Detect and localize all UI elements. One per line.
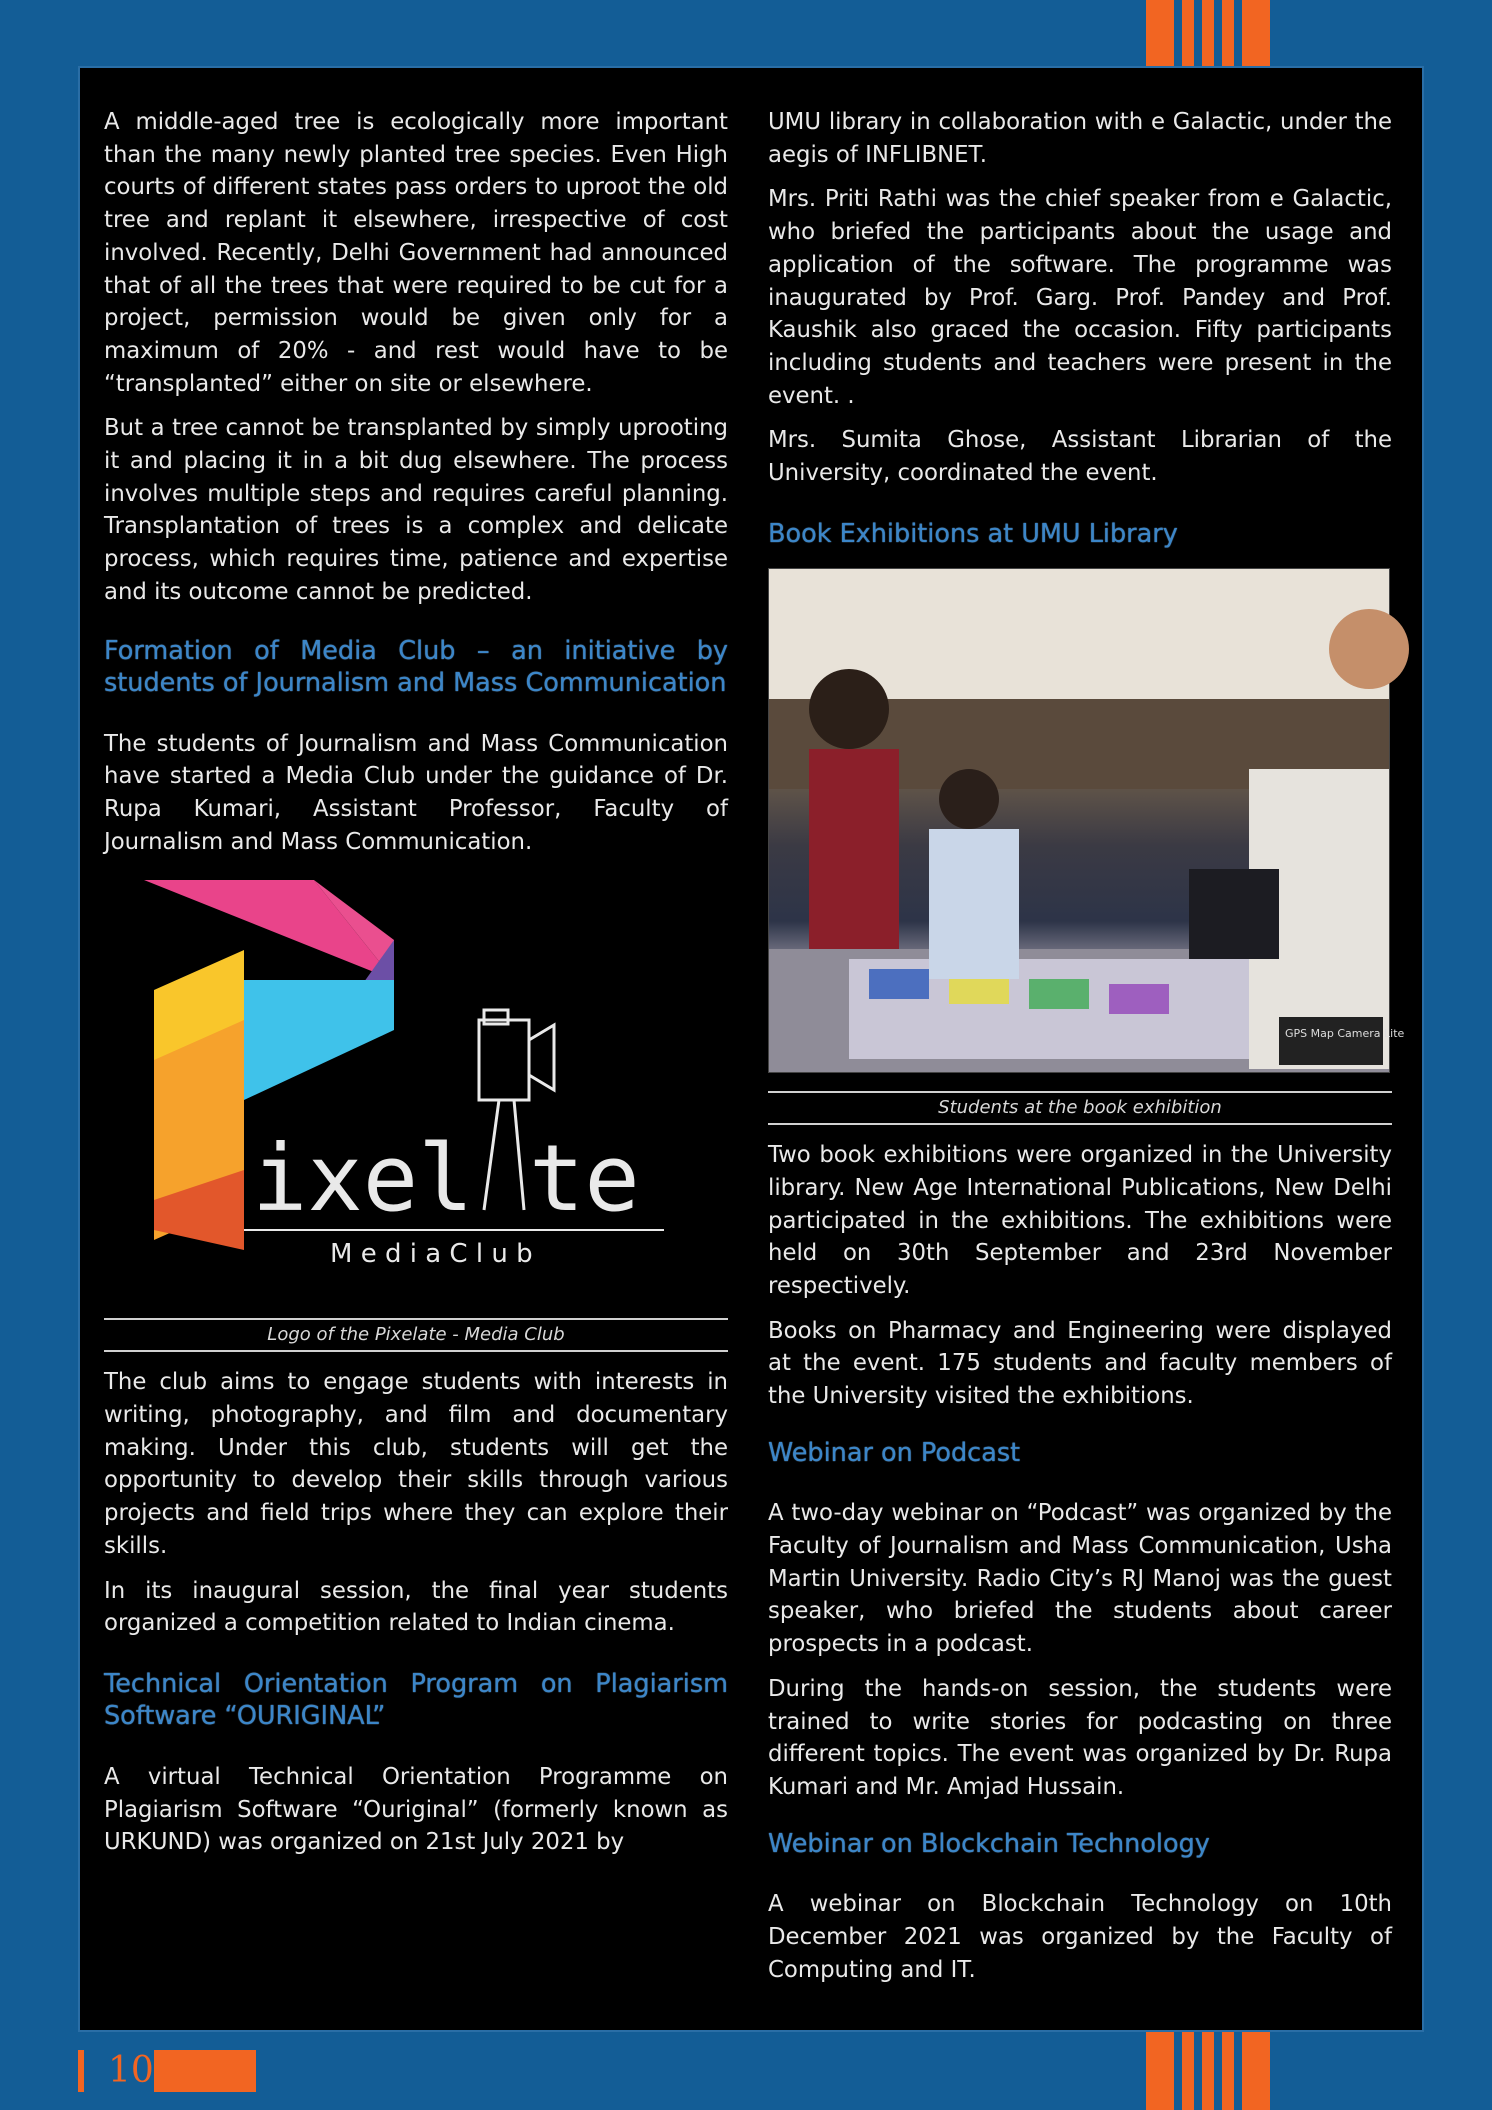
book-exhibition-photo-art (769, 569, 1405, 1072)
tech-orientation-heading: Technical Orientation Program on Plagiarism Software “OURIGINAL” (104, 1668, 728, 1732)
book-exhibition-paragraph-2: Books on Pharmacy and Engineering were displayed at the event. 175 students and faculty members of the University visited the exhibitions. (768, 1317, 1392, 1410)
top-stripe-4 (1222, 0, 1234, 66)
logo-subtitle: M e d i a C l u b (330, 1239, 533, 1270)
right-column (768, 106, 1405, 1998)
top-stripe-5 (1242, 0, 1270, 66)
page-number-bar (78, 2050, 84, 2092)
media-club-heading: Formation of Media Club – an initiative by students of Journalism and Mass Communication (104, 635, 728, 699)
top-stripe-1 (1146, 0, 1174, 66)
left-column (104, 106, 728, 1871)
priti-rathi-paragraph: Mrs. Priti Rathi was the chief speaker from e Galactic, who briefed the participants about the usage and application of the software. The programme was inaugurated by Prof. Garg. Prof. Pandey and Prof. Kaushik also graced the occasion. Fifty participants including students and teachers were present in the event. . (768, 186, 1392, 409)
inaugural-session-paragraph: In its inaugural session, the final year students organized a competition related to Indian cinema. (104, 1577, 728, 1637)
tech-orientation-paragraph: A virtual Technical Orientation Programme on Plagiarism Software “Ouriginal” (formerly known as URKUND) was organized on 21st July 2021 by (104, 1763, 728, 1856)
content-panel (78, 66, 1424, 2032)
pixelate-logo (104, 870, 728, 1300)
tree-paragraph-1: A middle-aged tree is ecologically more important than the many newly planted tree species. Even High courts of different states pass orders to uproot the old tree and replant it elsewhere, irrespective of cost involved. Recently, Delhi Government had announced that of all the trees that were required to be cut for a project, permission would be given only for a maximum of 20% - and rest would have to be “transplanted” either on site or elsewhere. (104, 109, 728, 397)
blockchain-heading: Webinar on Blockchain Technology (768, 1828, 1210, 1859)
bottom-stripe-3 (1202, 2032, 1214, 2110)
page-number: 10 (108, 2050, 154, 2091)
podcast-paragraph-1: A two-day webinar on “Podcast” was organized by the Faculty of Journalism and Mass Communication, Usha Martin University. Radio City’s RJ Manoj was the guest speaker, who briefed the students about career prospects in a podcast. (768, 1500, 1392, 1658)
pixelate-logo-graphic (104, 870, 728, 1300)
podcast-paragraph-2: During the hands-on session, the students were trained to write stories for podcasting on three different topics. The event was organized by Dr. Rupa Kumari and Mr. Amjad Hussain. (768, 1675, 1392, 1800)
bottom-stripe-4 (1222, 2032, 1234, 2110)
photo-stamp: GPS Map Camera Lite (1285, 1027, 1405, 1041)
book-exhibition-heading: Book Exhibitions at UMU Library (768, 518, 1178, 549)
media-club-paragraph: The students of Journalism and Mass Communication have started a Media Club under the guidance of Dr. Rupa Kumari, Assistant Professor, Faculty of Journalism and Mass Communication. (104, 730, 728, 855)
logo-wordmark: ixel te (252, 1125, 640, 1233)
club-aims-paragraph: The club aims to engage students with interests in writing, photography, and film and documentary making. Under this club, students will get the opportunity to develop their skills through various projects and field trips where they can explore their skills. (104, 1369, 728, 1559)
book-exhibition-photo (768, 568, 1405, 1073)
book-exhibition-paragraph-1: Two book exhibitions were organized in the University library. New Age International Publications, New Delhi participated in the exhibitions. The exhibitions were held on 30th September and 23rd November respectively. (768, 1142, 1392, 1300)
bottom-stripe-5 (1242, 2032, 1270, 2110)
footer-orange-block (154, 2050, 256, 2092)
podcast-heading: Webinar on Podcast (768, 1437, 1021, 1468)
blockchain-paragraph: A webinar on Blockchain Technology on 10th December 2021 was organized by the Faculty of Computing and IT. (768, 1891, 1392, 1983)
bottom-stripe-2 (1182, 2032, 1194, 2110)
top-stripe-2 (1182, 0, 1194, 66)
tree-paragraph-2: But a tree cannot be transplanted by simply uprooting it and placing it in a bit dug elsewhere. The process involves multiple steps and requires careful planning. Transplantation of trees is a complex and delicate process, which requires time, patience and expertise and its outcome cannot be predicted. (104, 415, 728, 605)
photo-caption: Students at the book exhibition (768, 1091, 1392, 1125)
top-stripe-3 (1202, 0, 1214, 66)
umu-library-paragraph: UMU library in collaboration with e Galactic, under the aegis of INFLIBNET. (768, 109, 1392, 168)
bottom-stripe-1 (1146, 2032, 1174, 2110)
sumita-ghose-paragraph: Mrs. Sumita Ghose, Assistant Librarian of the University, coordinated the event. (768, 427, 1392, 487)
logo-caption: Logo of the Pixelate - Media Club (104, 1318, 728, 1352)
